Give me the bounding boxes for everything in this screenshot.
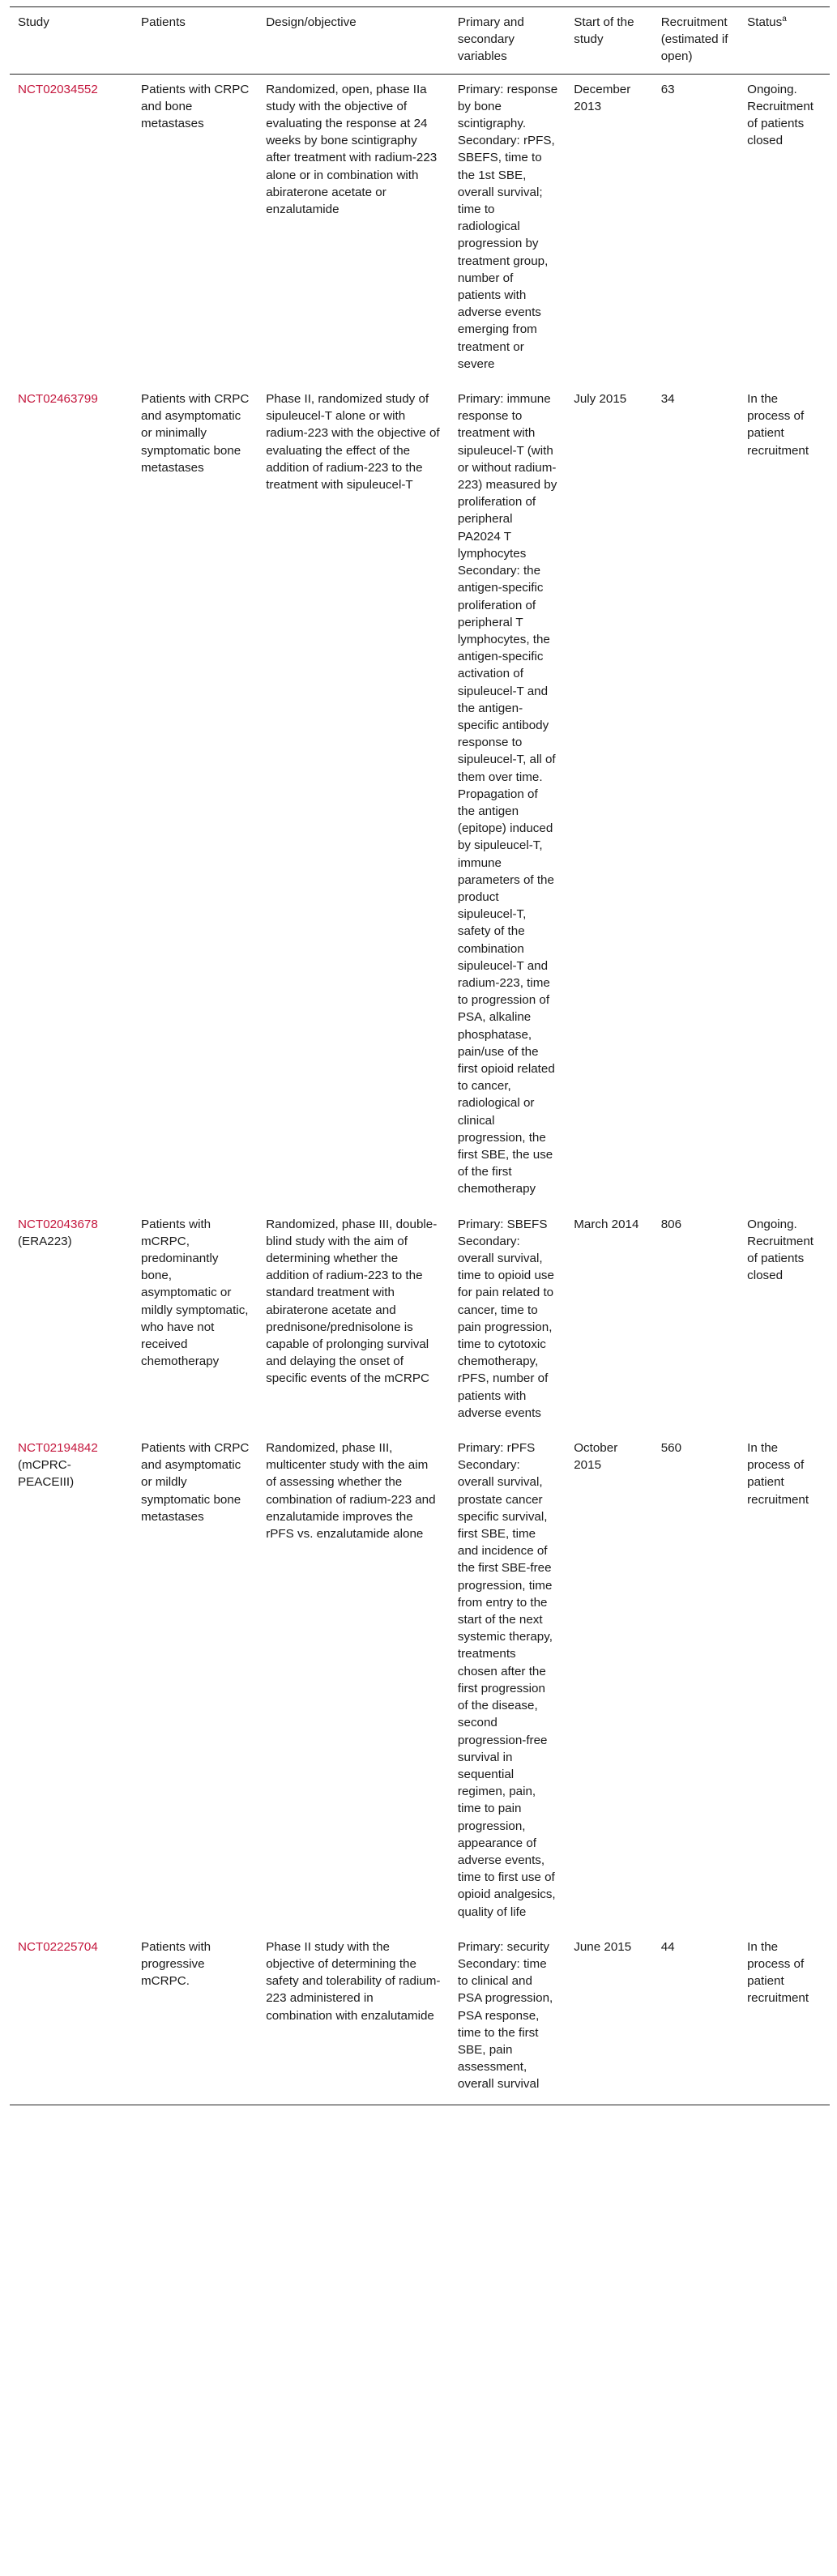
header-status-footnote: a xyxy=(782,14,787,23)
design-cell: Randomized, phase III, double-blind study with the aim of determining whether the addition of radium-223 to the standard treatment with abiraterone acetate and prednisone/prednisolone is capable of prolonging survival and delaying the onset of specific events of the mCRPC xyxy=(266,1217,438,1386)
study-acronym: (mCPRC-PEACEIII) xyxy=(18,1458,75,1490)
start-cell: December 2013 xyxy=(574,82,631,113)
header-start: Start of the study xyxy=(566,7,652,75)
study-link[interactable]: NCT02043678 xyxy=(18,1217,98,1231)
study-cell xyxy=(10,74,133,384)
recruitment-cell: 560 xyxy=(660,1441,682,1456)
study-acronym: (ERA223) xyxy=(18,1234,72,1248)
design-cell: Randomized, phase III, multicenter study with the aim of assessing whether the combination of radium-223 and enzalutamide improves the rPFS vs. enzalutamide alone xyxy=(266,1441,436,1542)
variables-cell: Primary: response by bone scintigraphy. Secondary: rPFS, SBEFS, time to the 1st SBE, overall survival; time to radiological progression by treatment group, number of patients with adverse events emerging from treatment or severe xyxy=(457,82,558,371)
study-cell xyxy=(10,1433,133,1932)
table-header xyxy=(10,7,830,75)
design-cell: Phase II, randomized study of sipuleucel-T alone or with radium-223 with the objective of evaluating the effect of the addition of radium-223 to the treatment with sipuleucel-T xyxy=(266,392,440,493)
table-row xyxy=(10,1932,830,2105)
table-row xyxy=(10,384,830,1209)
table-body xyxy=(10,74,830,2105)
header-row xyxy=(10,7,830,75)
header-study: Study xyxy=(10,7,133,75)
header-status-label: Status xyxy=(747,15,783,29)
start-cell: October 2015 xyxy=(574,1441,618,1473)
table-row xyxy=(10,1209,830,1433)
design-cell: Randomized, open, phase IIa study with the objective of evaluating the response at 24 weeks by bone scintigraphy after treatment with radium-223 alone or in combination with abiraterone acetate or enzalutamide xyxy=(266,82,438,217)
study-cell xyxy=(10,1209,133,1433)
recruitment-cell: 44 xyxy=(653,1932,739,2105)
header-variables: Primary and secondary variables xyxy=(450,7,566,75)
patients-cell: Patients with progressive mCRPC. xyxy=(133,1932,258,2105)
status-cell: In the process of patient recruitment xyxy=(739,1932,830,2105)
study-link[interactable]: NCT02034552 xyxy=(18,82,98,96)
header-design: Design/objective xyxy=(258,7,450,75)
header-recruitment: Recruitment (estimated if open) xyxy=(653,7,739,75)
design-cell: Phase II study with the objective of determining the safety and tolerability of radium-223 administered in combination with enzalutamide xyxy=(258,1932,450,2105)
study-link[interactable]: NCT02463799 xyxy=(18,392,98,407)
clinical-trials-table-container xyxy=(10,6,830,2105)
variables-cell: Primary: rPFS Secondary: overall survival, prostate cancer specific survival, first SBE, time and incidence of the first SBE-free progression, time from entry to the start of the next systemic therapy, treatments chosen after the first progression of the disease, second progression-free survival in sequential regimen, pain, time to pain progression, appearance of adverse events, time to first use of opioid analgesics, quality of life xyxy=(457,1441,556,1919)
study-cell xyxy=(10,384,133,1209)
variables-cell: Primary: immune response to treatment with sipuleucel-T (with or without radium-223) measured by proliferation of peripheral PA2024 T lymphocytes Secondary: the antigen-specific proliferation of peripheral T lymphocytes, the antigen-specific activation of sipuleucel-T and the antigen-specific antibody response to sipuleucel-T, all of them over time. Propagation of the antigen (epitope) induced by sipuleucel-T, immune parameters of the product sipuleucel-T, safety of the combination sipuleucel-T and radium-223, time to progression of PSA, alkaline phosphatase, pain/use of the first opioid related to cancer, radiological or clinical progression, the first SBE, the use of the first chemotherapy xyxy=(457,392,557,1196)
status-cell: In the process of patient recruitment xyxy=(747,392,809,458)
patients-cell: Patients with CRPC and bone metastases xyxy=(141,82,250,131)
patients-cell: Patients with CRPC and asymptomatic or mildly symptomatic bone metastases xyxy=(141,1441,250,1524)
table-row xyxy=(10,1433,830,1932)
recruitment-cell: 63 xyxy=(660,82,675,96)
clinical-trials-table xyxy=(10,6,830,2105)
study-link[interactable]: NCT02225704 xyxy=(18,1939,98,1954)
study-cell xyxy=(10,1932,133,2105)
status-cell: Ongoing. Recruitment of patients closed xyxy=(747,1217,814,1283)
status-cell: Ongoing. Recruitment of patients closed xyxy=(747,82,814,148)
patients-cell: Patients with mCRPC, predominantly bone, asymptomatic or mildly symptomatic, who have not received chemotherapy xyxy=(141,1217,249,1369)
patients-cell: Patients with CRPC and asymptomatic or minimally symptomatic bone metastases xyxy=(141,392,250,475)
start-cell: July 2015 xyxy=(574,392,627,407)
header-patients: Patients xyxy=(133,7,258,75)
table-row xyxy=(10,74,830,384)
recruitment-cell: 806 xyxy=(660,1217,682,1231)
start-cell: June 2015 xyxy=(566,1932,652,2105)
study-link[interactable]: NCT02194842 xyxy=(18,1441,98,1456)
header-status xyxy=(739,7,830,75)
variables-cell: Primary: security Secondary: time to clinical and PSA progression, PSA response, time to the first SBE, pain assessment, overall survival xyxy=(450,1932,566,2105)
status-cell: In the process of patient recruitment xyxy=(747,1441,809,1507)
start-cell: March 2014 xyxy=(574,1217,639,1231)
recruitment-cell: 34 xyxy=(660,392,675,407)
variables-cell: Primary: SBEFS Secondary: overall survival, time to opioid use for pain related to cancer, time to pain progression, time to cytotoxic chemotherapy, rPFS, number of patients with adverse events xyxy=(457,1217,554,1420)
